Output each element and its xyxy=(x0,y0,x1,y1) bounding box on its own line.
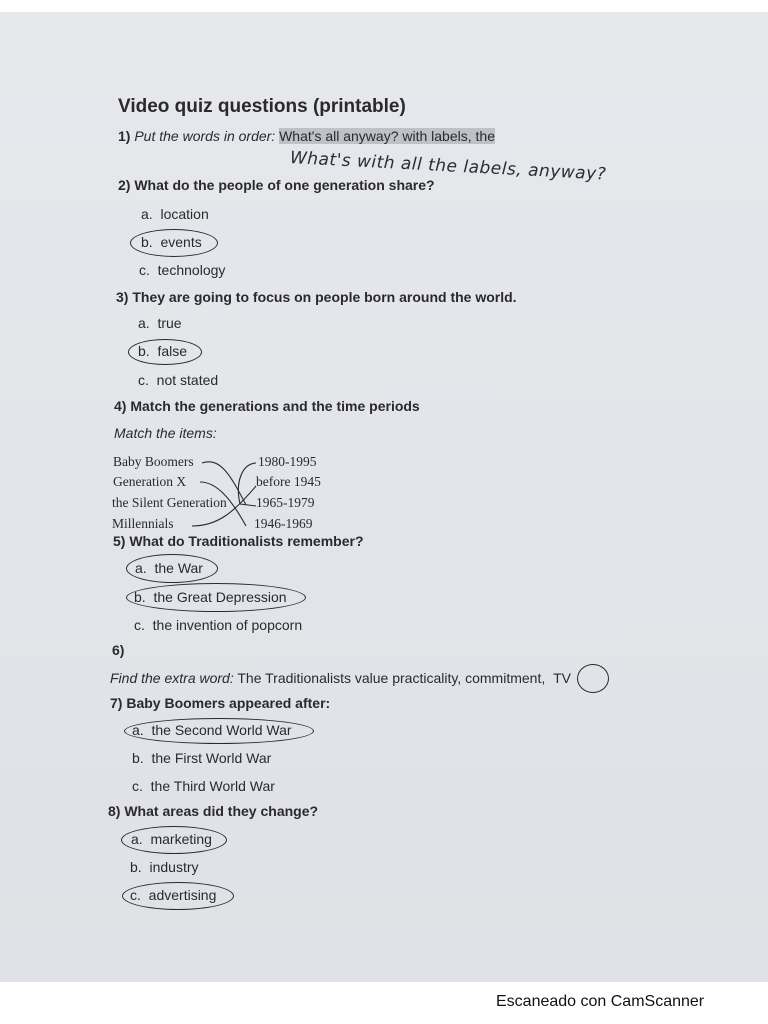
option-text: location xyxy=(160,206,209,222)
option-letter: c. xyxy=(138,372,149,388)
question-7-option-a xyxy=(132,722,292,738)
match-right-item: 1980-1995 xyxy=(258,454,317,469)
option-text: the Second World War xyxy=(151,722,292,738)
match-right-item: before 1945 xyxy=(256,474,321,489)
option-text: the War xyxy=(154,560,203,576)
option-letter: b. xyxy=(130,859,142,875)
option-letter: c. xyxy=(130,887,141,903)
question-5-option-c xyxy=(134,617,302,633)
option-text: the invention of popcorn xyxy=(152,617,303,633)
option-letter: a. xyxy=(131,831,143,847)
option-text: true xyxy=(157,315,182,331)
option-text: events xyxy=(160,234,202,250)
option-letter: b. xyxy=(141,234,153,250)
match-left-item: the Silent Generation xyxy=(112,495,227,510)
matching-lines xyxy=(190,452,270,532)
option-letter: b. xyxy=(132,750,144,766)
question-3: 3) They are going to focus on people born around the world. xyxy=(116,289,517,305)
scanned-page xyxy=(0,12,768,982)
option-text: the Third World War xyxy=(150,778,275,794)
question-5: 5) What do Traditionalists remember? xyxy=(113,533,364,549)
option-text: the First World War xyxy=(151,750,272,766)
option-letter: b. xyxy=(138,343,150,359)
question-6-sentence: The Traditionalists value practicality, commitment, xyxy=(237,670,546,686)
option-letter: b. xyxy=(134,589,146,605)
question-4-instruction: Match the items: xyxy=(114,425,217,441)
option-text: the Great Depression xyxy=(153,589,287,605)
question-8-option-b xyxy=(130,859,199,875)
question-5-option-b xyxy=(134,589,287,605)
question-6-prompt: Find the extra word: xyxy=(110,670,234,686)
question-7-option-b xyxy=(132,750,271,766)
question-7: 7) Baby Boomers appeared after: xyxy=(110,695,331,711)
match-right-item: 1965-1979 xyxy=(256,495,315,510)
option-text: industry xyxy=(149,859,199,875)
option-text: marketing xyxy=(150,831,212,847)
option-text: technology xyxy=(157,262,226,278)
question-6-number: 6) xyxy=(112,642,125,658)
question-4: 4) Match the generations and the time periods xyxy=(114,398,420,414)
question-8: 8) What areas did they change? xyxy=(108,803,319,819)
question-1-number: 1) xyxy=(118,128,131,144)
question-8-option-a xyxy=(131,831,212,847)
question-5-option-a xyxy=(135,560,203,576)
match-line xyxy=(192,486,256,526)
question-6 xyxy=(110,670,571,686)
option-letter: c. xyxy=(134,617,145,633)
worksheet-title: Video quiz questions (printable) xyxy=(118,96,406,117)
option-letter: a. xyxy=(132,722,144,738)
match-left-item: Generation X xyxy=(113,474,187,489)
option-text: false xyxy=(157,343,188,359)
question-2-option-b xyxy=(141,234,202,250)
match-right-item: 1946-1969 xyxy=(254,516,313,531)
match-left-item: Baby Boomers xyxy=(113,454,194,469)
option-letter: c. xyxy=(139,262,150,278)
option-letter: a. xyxy=(138,315,150,331)
question-8-option-c xyxy=(130,887,216,903)
option-text: advertising xyxy=(148,887,217,903)
question-2-option-c xyxy=(139,262,225,278)
option-text: not stated xyxy=(156,372,219,388)
option-letter: a. xyxy=(141,206,153,222)
question-3-option-b xyxy=(138,343,187,359)
scanner-footer: Escaneado con CamScanner xyxy=(496,993,705,1010)
question-3-option-c xyxy=(138,372,218,388)
question-2-option-a xyxy=(141,206,209,222)
question-1-prompt: Put the words in order: xyxy=(134,128,276,144)
question-1-handwritten-answer: What's with all the labels, anyway? xyxy=(289,148,607,185)
question-7-option-c xyxy=(132,778,275,794)
answer-circle xyxy=(577,664,609,693)
question-2: 2) What do the people of one generation share? xyxy=(118,177,435,193)
match-left-item: Millennials xyxy=(112,516,174,531)
question-1 xyxy=(118,128,495,144)
question-1-words: What's all anyway? with labels, the xyxy=(279,128,495,144)
question-6-circled-word: TV xyxy=(553,670,572,686)
option-letter: c. xyxy=(132,778,143,794)
option-letter: a. xyxy=(135,560,147,576)
match-line xyxy=(238,463,256,504)
match-line xyxy=(240,504,256,506)
question-3-option-a xyxy=(138,315,182,331)
